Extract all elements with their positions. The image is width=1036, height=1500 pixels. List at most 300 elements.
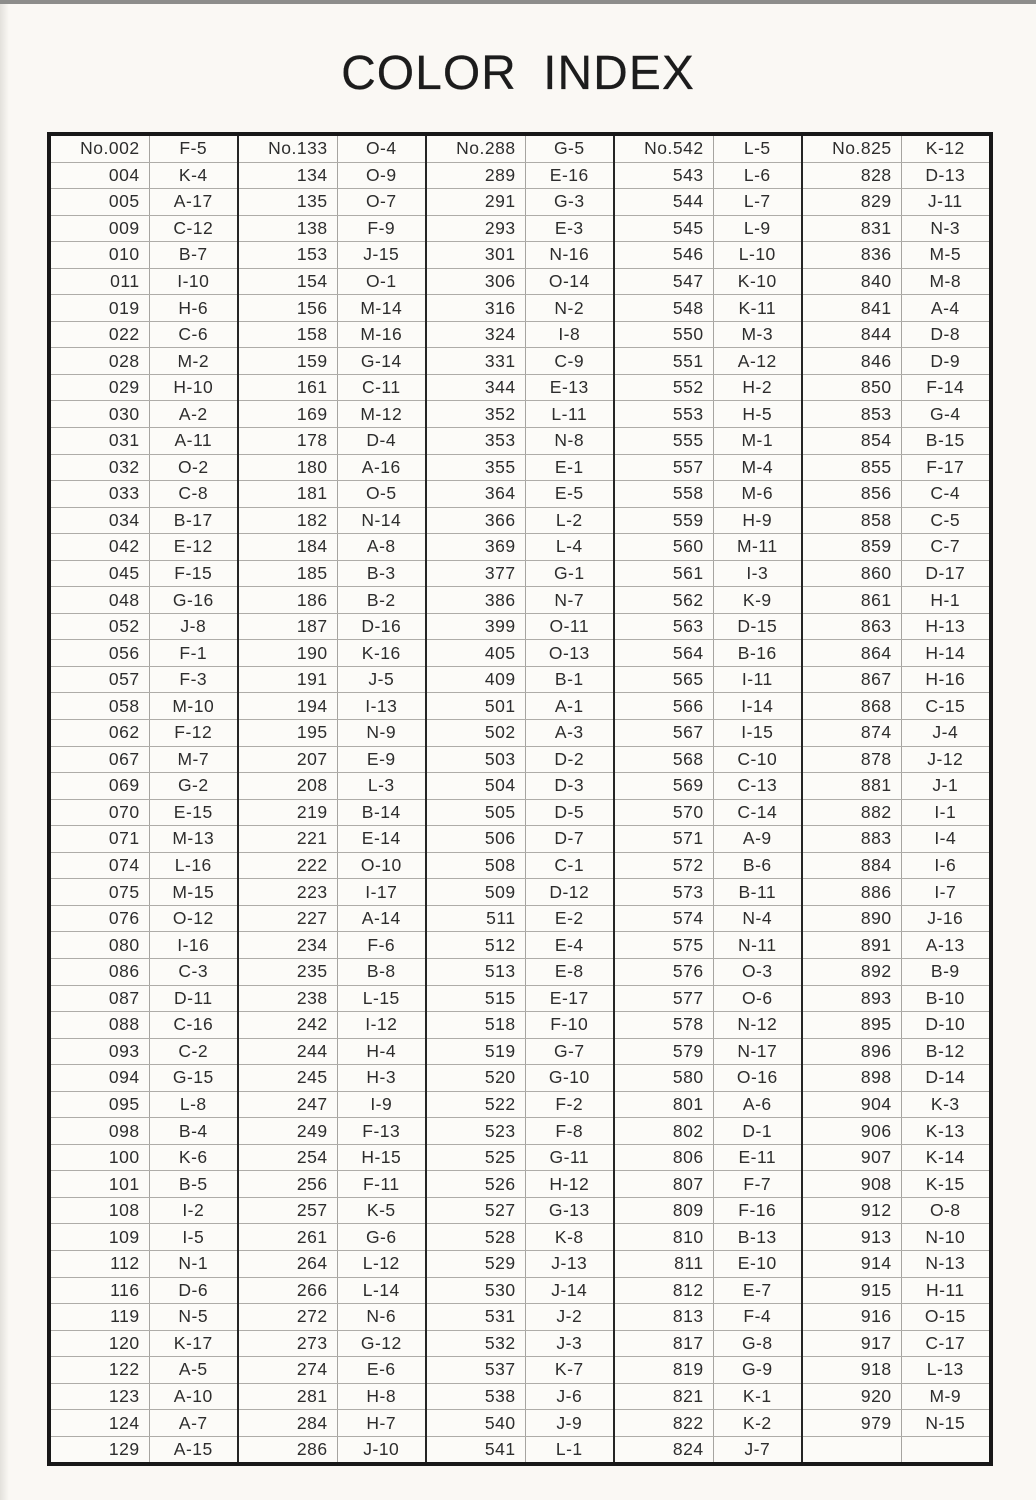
table-cell-code: M-13 <box>172 828 215 849</box>
table-row <box>615 692 801 719</box>
table-cell-no: 353 <box>427 428 526 454</box>
table-cell-no: 541 <box>427 1437 526 1463</box>
table-cell-no: 010 <box>51 242 150 268</box>
table-row <box>615 1038 801 1065</box>
table-cell-code: D-12 <box>549 881 590 902</box>
table-cell-no: 893 <box>803 986 902 1012</box>
table-cell-no: 191 <box>239 667 338 693</box>
table-cell-code: A-13 <box>925 934 965 955</box>
table-cell-no: 067 <box>51 747 150 773</box>
table-row <box>427 1011 613 1038</box>
table-cell-no: 576 <box>615 959 714 985</box>
table-row <box>427 746 613 773</box>
table-cell-no: No.542 <box>615 136 714 162</box>
table-cell-no: 029 <box>51 375 150 401</box>
table-cell-no: 580 <box>615 1065 714 1091</box>
table-cell-no: 884 <box>803 853 902 879</box>
table-cell-no: 071 <box>51 826 150 852</box>
table-row <box>51 480 237 507</box>
table-cell-no: 028 <box>51 348 150 374</box>
table-row <box>239 746 425 773</box>
table-cell-no: 101 <box>51 1171 150 1197</box>
table-cell-code: B-1 <box>554 669 584 690</box>
page-title: COLOR INDEX <box>341 47 695 100</box>
table-cell-code: K-2 <box>742 1412 772 1433</box>
table-row <box>239 985 425 1012</box>
table-cell-code: O-15 <box>924 1306 966 1327</box>
table-cell-no: 070 <box>51 800 150 826</box>
table-cell-no: 557 <box>615 455 714 481</box>
table-row <box>615 533 801 560</box>
table-cell-no: 178 <box>239 428 338 454</box>
table-cell-no: 045 <box>51 561 150 587</box>
table-cell-no: 918 <box>803 1357 902 1383</box>
table-row <box>615 215 801 242</box>
table-row <box>803 666 989 693</box>
table-cell-code: E-12 <box>173 536 213 557</box>
table-row <box>427 1038 613 1065</box>
table-cell-no: 810 <box>615 1224 714 1250</box>
table-cell-code: D-4 <box>366 430 397 451</box>
table-cell-no: 234 <box>239 932 338 958</box>
table-cell-code: O-10 <box>360 855 402 876</box>
table-row <box>427 1330 613 1357</box>
table-cell-no: 080 <box>51 932 150 958</box>
table-cell-code: G-14 <box>360 350 402 371</box>
table-row <box>239 905 425 932</box>
table-row <box>427 1436 613 1463</box>
table-row <box>51 1303 237 1330</box>
table-cell-no: 566 <box>615 693 714 719</box>
table-row <box>803 400 989 427</box>
table-cell-code: A-16 <box>361 456 401 477</box>
table-row <box>239 852 425 879</box>
table-cell-no: 324 <box>427 322 526 348</box>
table-row <box>803 1091 989 1118</box>
table-cell-no: 505 <box>427 800 526 826</box>
table-cell-code: L-7 <box>743 191 771 212</box>
table-cell-code: C-17 <box>925 1332 966 1353</box>
table-cell-no: 247 <box>239 1092 338 1118</box>
table-cell-code: M-5 <box>929 244 962 265</box>
table-cell-no: 883 <box>803 826 902 852</box>
table-cell-code: L-12 <box>362 1253 400 1274</box>
table-row <box>427 1091 613 1118</box>
table-cell-no: 811 <box>615 1251 714 1277</box>
table-cell-no: 508 <box>427 853 526 879</box>
table-cell-no: 154 <box>239 269 338 295</box>
table-cell-code: G-16 <box>172 589 214 610</box>
table-cell-no: 138 <box>239 216 338 242</box>
table-row <box>803 268 989 295</box>
table-row <box>803 586 989 613</box>
table-cell-no: 034 <box>51 508 150 534</box>
table-cell-code: N-13 <box>925 1253 966 1274</box>
table-row <box>803 162 989 189</box>
table-row <box>239 480 425 507</box>
table-cell-no: 520 <box>427 1065 526 1091</box>
table-cell-no: 537 <box>427 1357 526 1383</box>
table-cell-no: 109 <box>51 1224 150 1250</box>
table-cell-no: 527 <box>427 1198 526 1224</box>
table-row <box>615 480 801 507</box>
table-cell-code: G-13 <box>548 1200 590 1221</box>
table-row <box>615 1117 801 1144</box>
table-cell-no: 824 <box>615 1437 714 1463</box>
table-cell-code: B-7 <box>178 244 208 265</box>
table-row <box>803 1436 989 1463</box>
table-cell-code: G-10 <box>548 1067 590 1088</box>
table-cell-code: C-9 <box>554 350 585 371</box>
table-cell-no: 896 <box>803 1039 902 1065</box>
table-cell-no: 256 <box>239 1171 338 1197</box>
table-cell-no: 813 <box>615 1304 714 1330</box>
table-cell-code: H-9 <box>742 509 773 530</box>
table-cell-code: D-2 <box>554 748 585 769</box>
table-row <box>803 825 989 852</box>
table-cell-no: 560 <box>615 534 714 560</box>
table-cell-code: K-8 <box>554 1226 584 1247</box>
table-row <box>239 400 425 427</box>
table-cell-code: J-8 <box>180 616 207 637</box>
table-cell-no: 545 <box>615 216 714 242</box>
table-cell-code: B-3 <box>366 563 396 584</box>
table-cell-no: 821 <box>615 1384 714 1410</box>
table-cell-no: 273 <box>239 1331 338 1357</box>
table-cell-code: G-5 <box>553 138 585 159</box>
table-cell-code: D-7 <box>554 828 585 849</box>
table-row <box>239 215 425 242</box>
table-cell-no: 570 <box>615 800 714 826</box>
table-cell-no: 562 <box>615 587 714 613</box>
table-cell-code: L-2 <box>555 509 583 530</box>
table-row <box>615 188 801 215</box>
table-row <box>615 1091 801 1118</box>
table-cell-no: 306 <box>427 269 526 295</box>
table-cell-code: L-14 <box>362 1279 400 1300</box>
table-row <box>427 454 613 481</box>
table-cell-code: O-3 <box>741 961 773 982</box>
table-row <box>803 1409 989 1436</box>
table-row <box>615 136 801 162</box>
table-row <box>427 1303 613 1330</box>
table-row <box>615 454 801 481</box>
table-cell-code: H-15 <box>361 1147 402 1168</box>
table-row <box>803 1277 989 1304</box>
table-cell-no: 249 <box>239 1118 338 1144</box>
table-cell-code: F-6 <box>367 934 396 955</box>
table-cell-code: E-7 <box>742 1279 772 1300</box>
table-cell-code <box>902 1437 989 1463</box>
table-row <box>803 878 989 905</box>
table-cell-code: N-1 <box>178 1253 209 1274</box>
table-cell-code: K-6 <box>178 1147 208 1168</box>
table-cell-code: M-9 <box>929 1385 962 1406</box>
table-cell-no: 042 <box>51 534 150 560</box>
table-cell-no: 892 <box>803 959 902 985</box>
table-cell-no: 124 <box>51 1410 150 1436</box>
table-cell-no: 134 <box>239 163 338 189</box>
table-cell-no: 186 <box>239 587 338 613</box>
table-cell-code: E-9 <box>366 748 396 769</box>
table-cell-code: F-10 <box>550 1014 589 1035</box>
table-cell-code: E-1 <box>554 456 584 477</box>
table-cell-no: 227 <box>239 906 338 932</box>
table-row <box>615 1250 801 1277</box>
table-cell-code: M-1 <box>741 430 774 451</box>
table-cell-code: E-14 <box>361 828 401 849</box>
table-cell-code: N-9 <box>366 722 397 743</box>
table-cell-code: I-16 <box>177 934 210 955</box>
table-row <box>239 560 425 587</box>
table-row <box>615 985 801 1012</box>
table-cell-no: 291 <box>427 189 526 215</box>
table-cell-no: 048 <box>51 587 150 613</box>
table-cell-code: C-11 <box>361 377 401 398</box>
table-cell-code: I-10 <box>177 271 210 291</box>
table-cell-code: H-6 <box>178 297 209 318</box>
table-row <box>51 1383 237 1410</box>
table-cell-no: 859 <box>803 534 902 560</box>
table-cell-no: 906 <box>803 1118 902 1144</box>
table-cell-no: 235 <box>239 959 338 985</box>
table-cell-no: 031 <box>51 428 150 454</box>
table-row <box>427 931 613 958</box>
table-cell-code: L-13 <box>926 1359 964 1380</box>
table-cell-code: A-2 <box>178 403 208 424</box>
table-cell-code: D-13 <box>925 164 966 185</box>
table-cell-no: 274 <box>239 1357 338 1383</box>
table-cell-no: 181 <box>239 481 338 507</box>
table-cell-no: 405 <box>427 640 526 666</box>
table-cell-no: 185 <box>239 561 338 587</box>
table-row <box>51 215 237 242</box>
table-cell-no: 548 <box>615 295 714 321</box>
table-row <box>51 241 237 268</box>
table-cell-code: C-4 <box>930 483 961 504</box>
table-row <box>427 215 613 242</box>
table-cell-code: K-1 <box>742 1385 772 1406</box>
table-cell-code: N-4 <box>742 908 773 929</box>
table-cell-code: H-11 <box>925 1279 965 1300</box>
table-row <box>51 533 237 560</box>
table-cell-no: 159 <box>239 348 338 374</box>
table-row <box>51 188 237 215</box>
table-row <box>427 162 613 189</box>
table-cell-no: 523 <box>427 1118 526 1144</box>
table-row <box>427 268 613 295</box>
table-row <box>427 1223 613 1250</box>
table-cell-code: C-12 <box>173 217 214 238</box>
table-row <box>239 1117 425 1144</box>
table-cell-code: G-7 <box>553 1040 585 1061</box>
table-cell-code: A-11 <box>174 430 213 451</box>
table-cell-no: 004 <box>51 163 150 189</box>
table-cell-no: No.825 <box>803 136 902 162</box>
table-row <box>239 825 425 852</box>
table-row <box>427 985 613 1012</box>
table-cell-no: 519 <box>427 1039 526 1065</box>
table-row <box>615 374 801 401</box>
table-row <box>51 1091 237 1118</box>
table-row <box>803 1038 989 1065</box>
table-cell-no: 022 <box>51 322 150 348</box>
table-cell-code: M-8 <box>929 271 962 291</box>
table-cell-code: K-12 <box>925 138 965 159</box>
table-cell-no: 009 <box>51 216 150 242</box>
table-row <box>239 719 425 746</box>
table-row <box>615 931 801 958</box>
table-cell-code: I-6 <box>934 855 957 876</box>
table-row <box>239 1277 425 1304</box>
table-cell-no: 559 <box>615 508 714 534</box>
table-cell-code: D-8 <box>930 324 961 345</box>
table-row <box>615 347 801 374</box>
table-cell-no: 502 <box>427 720 526 746</box>
table-cell-no: 135 <box>239 189 338 215</box>
table-row <box>427 1064 613 1091</box>
table-cell-no: 841 <box>803 295 902 321</box>
table-cell-code: L-3 <box>367 775 395 796</box>
table-cell-code: K-4 <box>178 164 208 185</box>
table-row <box>51 852 237 879</box>
table-cell-no: 850 <box>803 375 902 401</box>
table-row <box>427 772 613 799</box>
table-row <box>239 1356 425 1383</box>
table-cell-code: G-1 <box>553 563 585 584</box>
table-cell-code: D-14 <box>925 1067 966 1088</box>
table-cell-code: A-4 <box>930 297 960 318</box>
table-cell-code: K-14 <box>925 1147 965 1168</box>
table-cell-code: I-17 <box>365 881 398 902</box>
table-cell-code: F-7 <box>743 1173 772 1194</box>
table-cell-code: I-3 <box>746 563 769 584</box>
table-cell-no: 574 <box>615 906 714 932</box>
table-row <box>803 454 989 481</box>
table-row <box>51 825 237 852</box>
table-cell-code: A-17 <box>173 191 213 212</box>
table-row <box>615 772 801 799</box>
table-cell-no: 515 <box>427 986 526 1012</box>
table-cell-code: E-6 <box>366 1359 396 1380</box>
table-row <box>427 958 613 985</box>
table-cell-code: G-4 <box>929 403 961 424</box>
table-row <box>615 560 801 587</box>
table-cell-no: 244 <box>239 1039 338 1065</box>
table-cell-code: C-3 <box>178 961 209 982</box>
table-cell-code: E-5 <box>554 483 584 504</box>
table-cell-code: M-10 <box>172 695 215 716</box>
table-cell-no: 531 <box>427 1304 526 1330</box>
table-cell-code: D-6 <box>178 1279 209 1300</box>
scan-top-edge <box>0 0 1036 4</box>
table-cell-no: 844 <box>803 322 902 348</box>
table-row <box>615 1303 801 1330</box>
table-row <box>803 1330 989 1357</box>
table-cell-no: 088 <box>51 1012 150 1038</box>
table-cell-no: 904 <box>803 1092 902 1118</box>
table-cell-no: 817 <box>615 1331 714 1357</box>
table-cell-code: E-3 <box>554 217 584 238</box>
table-cell-no: 369 <box>427 534 526 560</box>
table-cell-no: 807 <box>615 1171 714 1197</box>
table-cell-no: 867 <box>803 667 902 693</box>
table-row <box>51 1436 237 1463</box>
table-cell-code: F-2 <box>555 1093 584 1114</box>
table-row <box>427 1170 613 1197</box>
table-cell-code: L-1 <box>555 1439 583 1460</box>
table-cell-code: C-2 <box>178 1040 209 1061</box>
table-cell-code: D-3 <box>554 775 585 796</box>
table-cell-code: N-15 <box>925 1412 966 1433</box>
table-cell-code: G-2 <box>177 775 209 796</box>
table-cell-code: K-13 <box>925 1120 965 1141</box>
table-cell-no: No.288 <box>427 136 526 162</box>
table-row <box>239 1330 425 1357</box>
table-cell-code: G-3 <box>553 191 585 212</box>
table-cell-no: 190 <box>239 640 338 666</box>
table-cell-code: J-3 <box>556 1332 583 1353</box>
table-cell-no: 874 <box>803 720 902 746</box>
table-cell-code: B-15 <box>925 430 965 451</box>
table-cell-no: 316 <box>427 295 526 321</box>
table-row <box>803 1223 989 1250</box>
table-cell-code: G-6 <box>365 1226 397 1247</box>
table-row <box>239 958 425 985</box>
table-row <box>615 878 801 905</box>
table-row <box>239 507 425 534</box>
table-cell-code: G-9 <box>741 1359 773 1380</box>
table-cell-no: 836 <box>803 242 902 268</box>
table-cell-no: 093 <box>51 1039 150 1065</box>
table-row <box>615 746 801 773</box>
table-cell-no: 062 <box>51 720 150 746</box>
table-cell-code: J-7 <box>744 1439 771 1460</box>
table-cell-code: J-1 <box>932 775 959 796</box>
table-cell-no: 555 <box>615 428 714 454</box>
table-cell-code: E-10 <box>737 1253 777 1274</box>
table-row <box>51 692 237 719</box>
table-cell-code: H-12 <box>549 1173 590 1194</box>
table-cell-no: 522 <box>427 1092 526 1118</box>
table-cell-no: 913 <box>803 1224 902 1250</box>
table-cell-no: 506 <box>427 826 526 852</box>
table-row <box>427 586 613 613</box>
table-row <box>427 1383 613 1410</box>
table-row <box>427 347 613 374</box>
table-row <box>803 772 989 799</box>
table-cell-no: 058 <box>51 693 150 719</box>
table-row <box>427 321 613 348</box>
table-cell-no: 886 <box>803 879 902 905</box>
table-cell-code: I-9 <box>370 1093 393 1114</box>
table-cell-code: K-5 <box>366 1200 396 1221</box>
table-row <box>239 1091 425 1118</box>
table-row <box>615 1383 801 1410</box>
table-cell-code: D-9 <box>930 350 961 371</box>
table-row <box>615 852 801 879</box>
table-cell-code: J-13 <box>551 1253 588 1274</box>
table-cell-no: 254 <box>239 1145 338 1171</box>
table-cell-no: 550 <box>615 322 714 348</box>
table-row <box>615 321 801 348</box>
table-cell-no: 409 <box>427 667 526 693</box>
table-row <box>427 400 613 427</box>
table-cell-no: 552 <box>615 375 714 401</box>
table-cell-no: 846 <box>803 348 902 374</box>
table-cell-no: 828 <box>803 163 902 189</box>
table-row <box>803 1170 989 1197</box>
